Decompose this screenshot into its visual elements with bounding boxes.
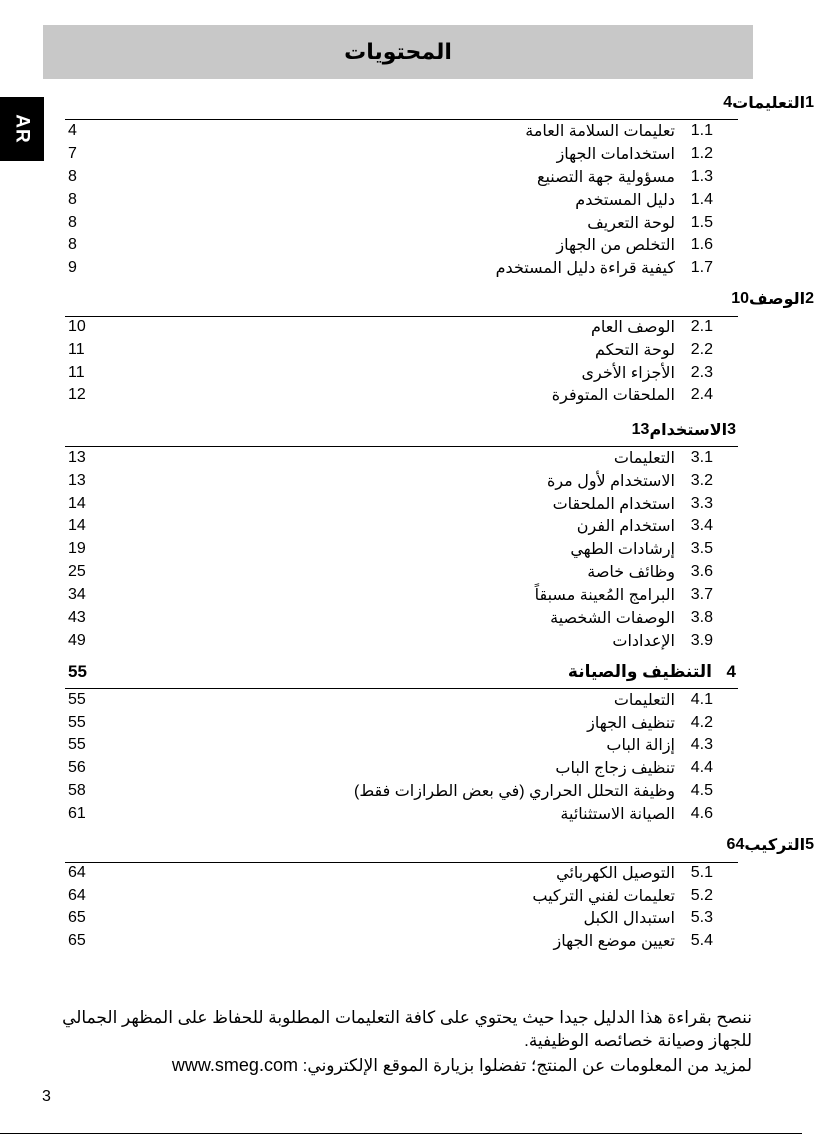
toc-title: لوحة التحكم <box>594 342 675 359</box>
toc-page: 12 <box>68 386 86 403</box>
toc-title: الوصفات الشخصية <box>550 610 675 627</box>
toc-number: 1.7 <box>690 259 713 276</box>
toc-number: 1.2 <box>690 145 713 162</box>
toc-page: 8 <box>68 191 77 208</box>
chapter-page: 13 <box>631 421 650 438</box>
chapter-heading-5[interactable] <box>727 835 814 855</box>
toc-number: 1.4 <box>690 191 713 208</box>
toc-row[interactable] <box>68 712 713 734</box>
chapter-title: الوصف <box>749 291 806 308</box>
toc-number: 1.6 <box>690 236 713 253</box>
bottom-divider <box>0 1133 802 1134</box>
toc-row[interactable] <box>68 734 713 756</box>
toc-row[interactable] <box>68 803 713 825</box>
toc-title: التعليمات <box>613 450 675 467</box>
toc-row[interactable] <box>68 885 713 907</box>
toc-number: 4.2 <box>690 714 713 731</box>
toc-row[interactable] <box>68 607 713 629</box>
toc-page: 58 <box>68 782 86 799</box>
toc-row[interactable] <box>68 234 713 256</box>
toc-number: 4.6 <box>690 805 713 822</box>
toc-number: 1.3 <box>690 168 713 185</box>
toc-page: 4 <box>68 122 77 139</box>
toc-number: 5.4 <box>690 932 713 949</box>
chapter-heading-3[interactable] <box>632 420 736 440</box>
contents-header <box>43 25 753 79</box>
toc-title: استبدال الكبل <box>583 910 675 927</box>
toc-number: 2.1 <box>690 318 713 335</box>
toc-page: 65 <box>68 909 86 926</box>
toc-title: تعليمات السلامة العامة <box>525 123 675 140</box>
toc-page: 43 <box>68 609 86 626</box>
toc-row[interactable] <box>68 447 713 469</box>
toc-page: 8 <box>68 214 77 231</box>
toc-page: 11 <box>68 364 85 381</box>
toc-title: وظائف خاصة <box>587 564 675 581</box>
toc-title: الإعدادات <box>612 633 675 650</box>
toc-page: 55 <box>68 736 86 753</box>
toc-title: تعيين موضع الجهاز <box>553 933 675 950</box>
toc-title: لوحة التعريف <box>587 215 675 232</box>
chapter-number: 5 <box>805 836 814 853</box>
toc-page: 34 <box>68 586 86 603</box>
toc-title: التوصيل الكهربائي <box>556 865 675 882</box>
toc-title: التخلص من الجهاز <box>556 237 675 254</box>
toc-page: 8 <box>68 236 77 253</box>
toc-number: 2.3 <box>690 364 713 381</box>
language-tab <box>0 97 44 161</box>
toc-title: الصيانة الاستثنائية <box>560 806 675 823</box>
toc-page: 64 <box>68 864 86 881</box>
toc-number: 3.5 <box>690 540 713 557</box>
toc-row[interactable] <box>68 561 713 583</box>
toc-number: 4.1 <box>690 691 713 708</box>
reading-advice: ننصح بقراءة هذا الدليل جيدا حيث يحتوي على كافة التعليمات المطلوبة للحفاظ على المظهر الجمالي للجهاز وصيانة خصائصه الوظيفية. <box>62 1008 752 1050</box>
chapter-title: التعليمات <box>732 95 806 112</box>
toc-row[interactable] <box>68 212 713 234</box>
chapter-heading-1[interactable] <box>723 93 814 113</box>
toc-number: 3.2 <box>690 472 713 489</box>
toc-page: 7 <box>68 145 77 162</box>
toc-row[interactable] <box>68 316 713 338</box>
toc-row[interactable] <box>68 362 713 384</box>
chapter-number: 3 <box>727 421 736 438</box>
toc-number: 1.5 <box>690 214 713 231</box>
toc-page: 19 <box>68 540 86 557</box>
toc-title: إرشادات الطهي <box>570 541 675 558</box>
chapter-heading-4[interactable] <box>68 662 736 686</box>
toc-title: استخدامات الجهاز <box>556 146 675 163</box>
toc-page: 55 <box>68 714 86 731</box>
toc-page: 14 <box>68 495 86 512</box>
toc-page: 49 <box>68 632 86 649</box>
toc-number: 4.4 <box>690 759 713 776</box>
website-text: لمزيد من المعلومات عن المنتج؛ تفضلوا بزيارة الموقع الإلكتروني: <box>297 1056 752 1075</box>
toc-number: 1.1 <box>690 122 713 139</box>
toc-title: التعليمات <box>613 692 675 709</box>
toc-title: استخدام الملحقات <box>552 496 675 513</box>
toc-title: البرامج المُعينة مسبقاً <box>534 587 675 604</box>
toc-title: كيفية قراءة دليل المستخدم <box>495 260 675 277</box>
toc-number: 5.1 <box>690 864 713 881</box>
toc-title: الملحقات المتوفرة <box>551 387 675 404</box>
toc-page: 9 <box>68 259 77 276</box>
toc-page: 13 <box>68 449 86 466</box>
toc-number: 2.2 <box>690 341 713 358</box>
toc-title: دليل المستخدم <box>575 192 675 209</box>
chapter-page: 55 <box>68 662 87 681</box>
toc-number: 4.5 <box>690 782 713 799</box>
toc-number: 5.3 <box>690 909 713 926</box>
chapter-title: التركيب <box>744 837 806 854</box>
toc-row[interactable] <box>68 339 713 361</box>
toc-row[interactable] <box>68 143 713 165</box>
toc-page: 55 <box>68 691 86 708</box>
toc-title: استخدام الفرن <box>576 518 675 535</box>
language-code: AR <box>11 114 33 144</box>
toc-title: الأجزاء الأخرى <box>581 365 675 382</box>
toc-row[interactable] <box>68 384 713 406</box>
toc-row[interactable] <box>68 689 713 711</box>
page-title: المحتويات <box>344 39 452 64</box>
toc-page: 8 <box>68 168 77 185</box>
toc-page: 65 <box>68 932 86 949</box>
toc-page: 10 <box>68 318 86 335</box>
page-number: 3 <box>42 1088 51 1105</box>
toc-number: 5.2 <box>690 887 713 904</box>
chapter-number: 2 <box>805 290 814 307</box>
toc-row[interactable] <box>68 907 713 929</box>
toc-page: 14 <box>68 517 86 534</box>
chapter-title: الاستخدام <box>649 422 728 439</box>
toc-page: 25 <box>68 563 86 580</box>
toc-number: 3.6 <box>690 563 713 580</box>
chapter-number: 4 <box>726 662 736 681</box>
toc-title: تنظيف زجاج الباب <box>555 760 675 777</box>
toc-title: مسؤولية جهة التصنيع <box>536 169 675 186</box>
toc-number: 3.9 <box>690 632 713 649</box>
chapter-title: التنظيف والصيانة <box>567 662 712 681</box>
toc-row[interactable] <box>68 189 713 211</box>
toc-row[interactable] <box>68 166 713 188</box>
chapter-heading-2[interactable] <box>731 289 814 309</box>
toc-row[interactable] <box>68 120 713 142</box>
toc-number: 4.3 <box>690 736 713 753</box>
chapter-page: 4 <box>723 94 733 111</box>
toc-row[interactable] <box>68 538 713 560</box>
toc-number: 2.4 <box>690 386 713 403</box>
toc-row[interactable] <box>68 930 713 952</box>
toc-title: الوصف العام <box>591 319 675 336</box>
toc-row[interactable] <box>68 515 713 537</box>
toc-number: 3.3 <box>690 495 713 512</box>
toc-page: 56 <box>68 759 86 776</box>
toc-row[interactable] <box>68 862 713 884</box>
toc-number: 3.4 <box>690 517 713 534</box>
toc-number: 3.1 <box>690 449 713 466</box>
toc-row[interactable] <box>68 757 713 779</box>
toc-title: الاستخدام لأول مرة <box>546 473 675 490</box>
toc-title: تنظيف الجهاز <box>587 715 675 732</box>
website-link[interactable]: www.smeg.com <box>171 1055 298 1075</box>
toc-page: 64 <box>68 887 86 904</box>
toc-row[interactable] <box>68 780 713 802</box>
toc-title: إزالة الباب <box>606 737 675 754</box>
toc-row[interactable] <box>68 630 713 652</box>
toc-page: 13 <box>68 472 86 489</box>
toc-row[interactable] <box>68 493 713 515</box>
toc-number: 3.8 <box>690 609 713 626</box>
toc-row[interactable] <box>68 257 713 279</box>
chapter-page: 64 <box>726 836 745 853</box>
chapter-page: 10 <box>731 290 750 307</box>
toc-title: وظيفة التحلل الحراري (في بعض الطرازات فقط) <box>354 783 675 800</box>
toc-number: 3.7 <box>690 586 713 603</box>
toc-title: تعليمات لفني التركيب <box>532 888 675 905</box>
toc-page: 11 <box>68 341 85 358</box>
toc-page: 61 <box>68 805 86 822</box>
toc-row[interactable] <box>68 584 713 606</box>
toc-row[interactable] <box>68 470 713 492</box>
website-line <box>40 1055 752 1076</box>
chapter-number: 1 <box>805 94 814 111</box>
